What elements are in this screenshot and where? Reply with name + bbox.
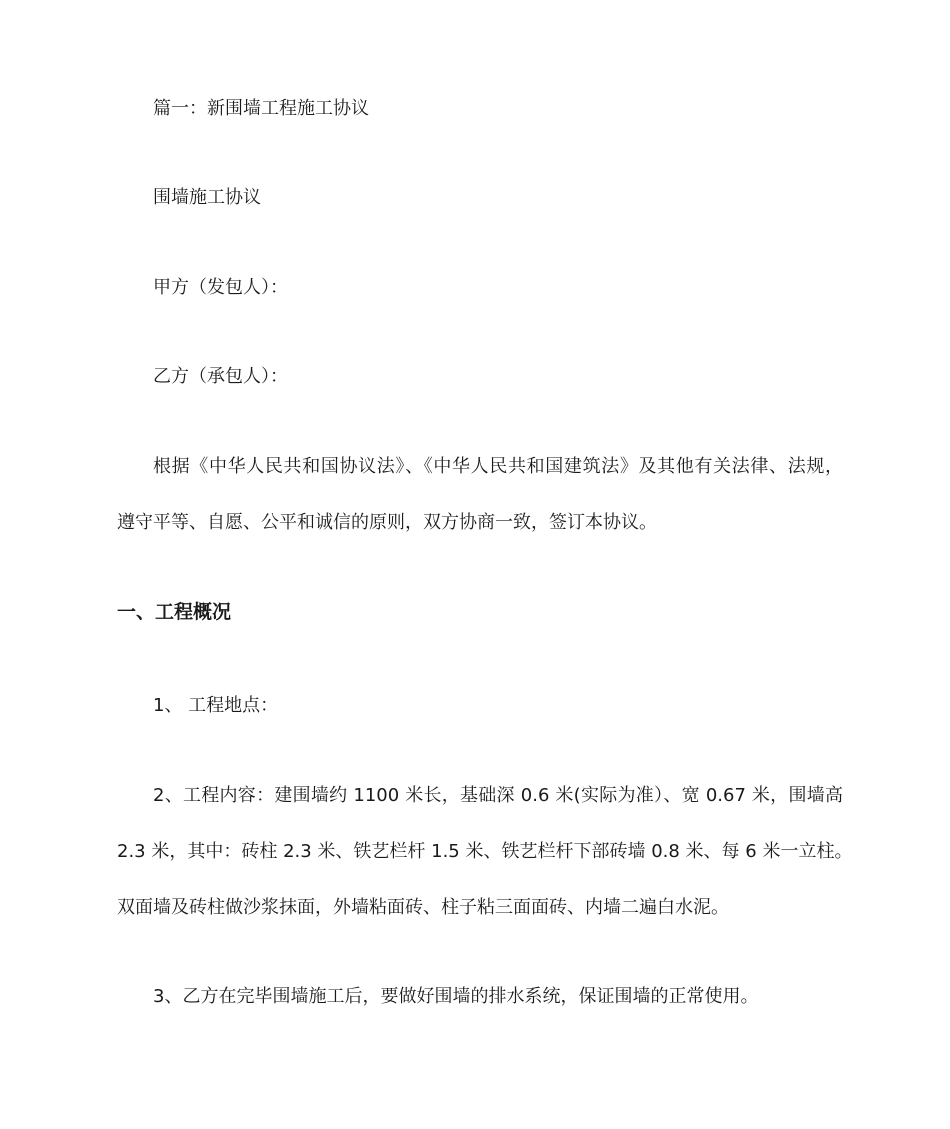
item-3: 3、乙方在完毕围墙施工后，要做好围墙的排水系统，保证围墙的正常使用。 [153,986,759,1007]
section-heading-overview: 一、工程概况 [117,601,232,623]
contract-title: 围墙施工协议 [153,187,261,208]
preamble-line-1: 根据《中华人民共和国协议法》、《中华人民共和国建筑法》及其他有关法律、法规， [153,456,843,477]
chapter-title: 篇一：新围墙工程施工协议 [153,98,369,119]
preamble-line-2: 遵守平等、自愿、公平和诚信的原则，双方协商一致，签订本协议。 [117,512,657,533]
party-a-line: 甲方（发包人）： [153,277,288,298]
party-b-line: 乙方（承包人）： [153,366,288,387]
item-1-location: 1、 工程地点： [153,695,279,716]
item-2-line-3: 双面墙及砖柱做沙浆抹面，外墙粘面砖、柱子粘三面面砖、内墙二遍白水泥。 [117,897,729,918]
item-2-line-2: 2.3 米，其中：砖柱 2.3 米、铁艺栏杆 1.5 米、铁艺栏杆下部砖墙 0.8 米、每 6 米一立柱。 [117,841,853,862]
item-2-line-1: 2、工程内容：建围墙约 1100 米长，基础深 0.6 米(实际为准）、宽 0.67 米，围墙高 [153,785,843,806]
